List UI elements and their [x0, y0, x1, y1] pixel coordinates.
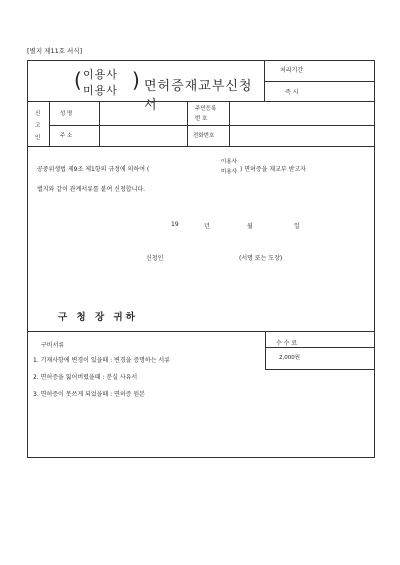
divider [264, 81, 374, 82]
divider [265, 347, 374, 348]
statement-line1-prefix: 공중위생법 제9조 제1항의 규정에 의하여 ( [37, 166, 150, 173]
divider [28, 331, 374, 332]
applicant-label-3: 인 [35, 135, 41, 141]
addressee: 구 청 장 귀하 [58, 312, 138, 323]
date-year-prefix: 19 [171, 221, 179, 228]
divider [187, 101, 188, 146]
divider [265, 369, 374, 370]
name-label: 성 명 [60, 111, 73, 117]
statement-occupation-top: 이용사 [221, 159, 237, 165]
date-month-label: 월 [247, 223, 253, 230]
applicant-name-field[interactable] [178, 247, 238, 263]
processing-period-value: 즉 시 [285, 89, 299, 96]
resident-no-field[interactable] [230, 102, 374, 124]
processing-period-label: 처리기간 [280, 67, 304, 74]
documents-header: 구비서류 [41, 342, 65, 349]
address-label: 주 소 [60, 133, 73, 139]
phone-label: 전화번호 [193, 133, 215, 139]
divider [265, 331, 266, 369]
statement-line1-suffix: ) 면허증을 재교부 받고자 [240, 166, 307, 173]
fee-value: 2,000원 [279, 355, 301, 361]
address-field[interactable] [100, 126, 186, 145]
fee-label: 수 수 료 [276, 340, 298, 347]
phone-field[interactable] [230, 126, 374, 145]
applicant-sign-label: 신청인 [146, 255, 164, 262]
title-text: 면허증재교부신청서 [144, 79, 253, 113]
statement-line2: 별지와 같이 관계서류를 붙여 신청합니다. [37, 186, 146, 193]
application-form [27, 60, 375, 458]
applicant-label-2: 고 [35, 123, 41, 129]
divider [49, 101, 50, 146]
document-item-3: 3. 면허증이 못쓰게 되었을때 : 면허증 원본 [33, 391, 145, 398]
applicant-label-1: 신 [35, 111, 41, 117]
name-field[interactable] [100, 102, 186, 124]
title-occupation-bottom: 미용사 [83, 84, 118, 97]
document-item-1: 1. 기재사항에 변경이 있을때 : 변경을 증명하는 서류 [33, 357, 171, 364]
date-year-label: 년 [204, 223, 210, 230]
date-day-label: 일 [294, 223, 300, 230]
title-open-paren: ( [74, 68, 82, 92]
resident-no-label-2: 번 호 [195, 116, 208, 122]
statement-occupation-bottom: 미용사 [221, 169, 237, 175]
sign-or-seal-label: (서명 또는 도장) [239, 255, 283, 262]
title-occupation-top: 이용사 [83, 68, 118, 81]
form-number-label: [별지 제11호 서식] [27, 47, 83, 55]
document-item-2: 2. 면허증을 잃어버렸을때 : 분실 사유서 [33, 374, 138, 381]
title-close-paren: ) [132, 68, 140, 92]
resident-no-label-1: 주민등록 [195, 106, 217, 112]
divider [28, 146, 374, 147]
